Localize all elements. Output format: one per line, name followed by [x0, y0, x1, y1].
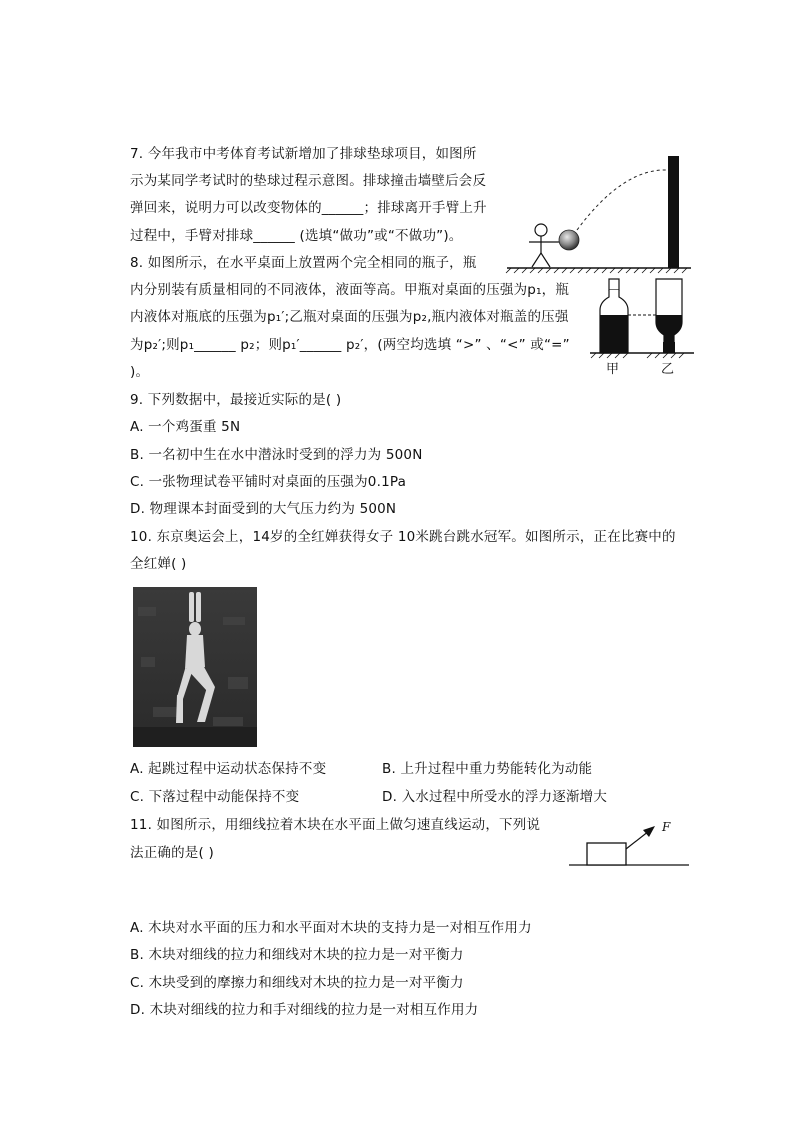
- q10-line-1: 10. 东京奥运会上，14岁的全红婵获得女子 10米跳台跳水冠军。如图所示，正在比赛中的: [130, 529, 676, 545]
- q10-line-2: 全红婵( ): [130, 556, 187, 572]
- q11-line-1: 11. 如图所示，用细线拉着木块在水平面上做匀速直线运动，下列说: [130, 817, 541, 833]
- q7-line-3: 弹回来，说明力可以改变物体的______；排球离开手臂上升: [130, 200, 487, 216]
- q8-line-1: 8. 如图所示，在水平桌面上放置两个完全相同的瓶子，瓶: [130, 255, 477, 271]
- wall: [668, 156, 679, 268]
- q10-option-a: A. 起跳过程中运动状态保持不变: [130, 761, 327, 777]
- q9-stem: 9. 下列数据中，最接近实际的是( ): [130, 392, 342, 408]
- q11-option-a: A. 木块对水平面的压力和水平面对木块的支持力是一对相互作用力: [130, 920, 532, 936]
- trajectory-dashed: [577, 170, 668, 230]
- q8-line-5: )。: [130, 364, 150, 380]
- q8-line-4: 为p₂′;则p₁______ p₂；则p₁′______ p₂′，(两空均选填 “>” 、“<” 或“=”: [130, 337, 570, 353]
- block-force-figure: [565, 818, 693, 870]
- q11-option-b: B. 木块对细线的拉力和细线对木块的拉力是一对平衡力: [130, 947, 464, 963]
- label-yi: 乙: [661, 362, 675, 377]
- bottle-yi: [656, 279, 682, 353]
- q11-option-d: D. 木块对细线的拉力和手对细线的拉力是一对相互作用力: [130, 1002, 479, 1018]
- bottle-jia: [600, 279, 628, 353]
- q10-option-b: B. 上升过程中重力势能转化为动能: [382, 761, 593, 777]
- q7-line-2: 示为某同学考试时的垫球过程示意图。排球撞击墙壁后会反: [130, 173, 487, 189]
- force-arrow-line: [626, 831, 649, 849]
- q7-line-1: 7. 今年我市中考体育考试新增加了排球垫球项目，如图所: [130, 146, 477, 162]
- student-figure: [529, 224, 561, 267]
- diver-photo: [133, 587, 257, 747]
- force-arrow-head: [643, 826, 655, 837]
- q7-line-4: 过程中，手臂对排球______ (选填“做功”或“不做功”)。: [130, 228, 463, 244]
- q8-line-3: 内液体对瓶底的压强为p₁′;乙瓶对桌面的压强为p₂,瓶内液体对瓶盖的压强: [130, 309, 569, 325]
- q10-option-c: C. 下落过程中动能保持不变: [130, 789, 300, 805]
- q9-option-d: D. 物理课本封面受到的大气压力约为 500N: [130, 501, 397, 517]
- volleyball: [559, 230, 579, 250]
- volleyball-wall-figure: [505, 150, 695, 275]
- q10-option-d: D. 入水过程中所受水的浮力逐渐增大: [382, 789, 608, 805]
- wooden-block: [587, 843, 626, 865]
- q9-option-b: B. 一名初中生在水中潜泳时受到的浮力为 500N: [130, 447, 423, 463]
- label-jia: 甲: [606, 362, 620, 377]
- q11-line-2: 法正确的是( ): [130, 845, 214, 861]
- q9-option-c: C. 一张物理试卷平铺时对桌面的压强为0.1Pa: [130, 474, 407, 490]
- q11-option-c: C. 木块受到的摩擦力和细线对木块的拉力是一对平衡力: [130, 975, 464, 991]
- force-label: F: [662, 820, 671, 834]
- q9-option-a: A. 一个鸡蛋重 5N: [130, 419, 241, 435]
- bottles-figure: [590, 275, 695, 380]
- q8-line-2: 内分别装有质量相同的不同液体，液面等高。甲瓶对桌面的压强为p₁，瓶: [130, 282, 570, 298]
